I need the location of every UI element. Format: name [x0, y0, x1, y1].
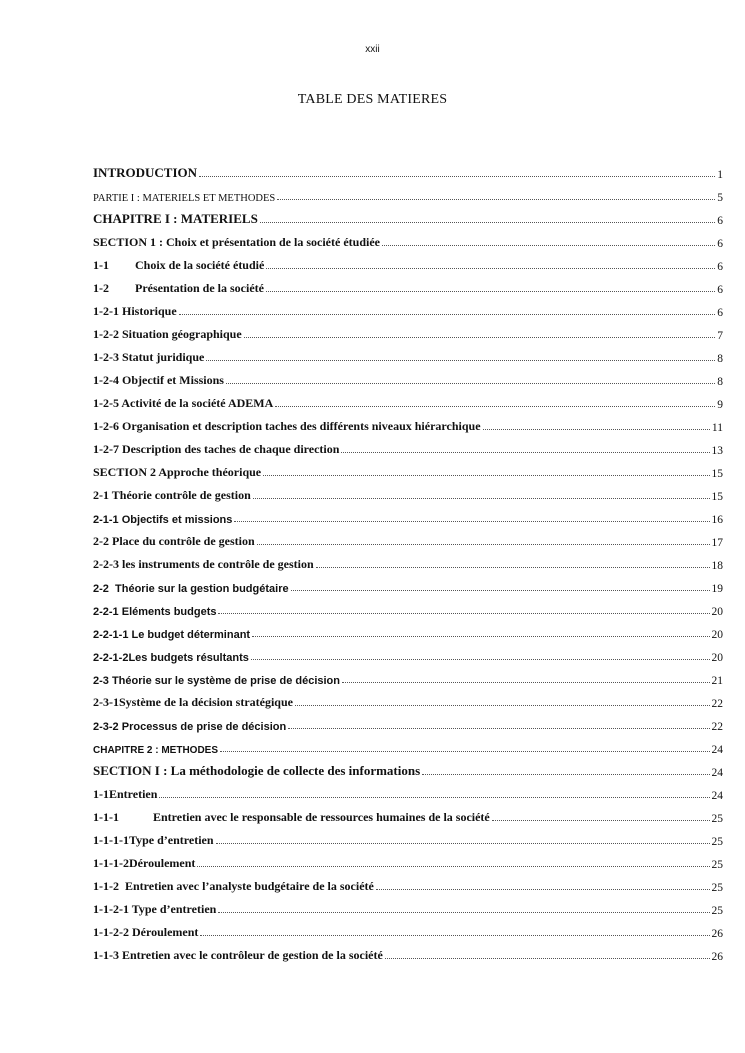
dot-leader — [244, 337, 716, 338]
dot-leader — [422, 774, 709, 775]
dot-leader — [316, 567, 710, 568]
dot-leader — [376, 889, 710, 890]
toc-entry[interactable]: 2-3-2 Processus de prise de décision 22 — [93, 721, 723, 733]
toc-entry[interactable]: 1-2-3 Statut juridique 8 — [93, 350, 723, 365]
toc-page: 11 — [711, 422, 723, 434]
toc-entry[interactable]: 1-1-3 Entretien avec le contrôleur de gestion de la société 26 — [93, 948, 723, 963]
dot-leader — [492, 820, 710, 821]
toc-page: 24 — [711, 744, 723, 756]
dot-leader — [216, 843, 710, 844]
toc-entry[interactable]: 1-1-1-2Déroulement 25 — [93, 856, 723, 871]
toc-title: TABLE DES MATIERES — [297, 92, 448, 107]
toc-number: 1-1 — [93, 258, 109, 272]
toc-entry[interactable]: SECTION 2 Approche théorique 15 — [93, 465, 723, 480]
toc-page: 13 — [711, 445, 723, 457]
toc-page: 9 — [717, 399, 723, 411]
dot-leader — [291, 590, 710, 591]
toc-page: 15 — [711, 468, 723, 480]
dot-leader — [266, 291, 715, 292]
dot-leader — [342, 682, 710, 683]
dot-leader — [234, 521, 709, 522]
toc-page: 19 — [711, 583, 723, 595]
toc-page: 24 — [711, 790, 723, 802]
dot-leader — [266, 268, 715, 269]
dot-leader — [382, 245, 715, 246]
dot-leader — [385, 958, 710, 959]
dot-leader — [179, 314, 716, 315]
toc-entry[interactable]: 1-2-2 Situation géographique 7 — [93, 327, 723, 342]
toc-entry[interactable]: 1-1-2-2 Déroulement 26 — [93, 925, 723, 940]
dot-leader — [206, 360, 715, 361]
dot-leader — [341, 452, 709, 453]
toc-entry[interactable]: 1-1-1-1Type d’entretien 25 — [93, 833, 723, 848]
dot-leader — [252, 636, 709, 637]
toc-page: 16 — [711, 514, 723, 526]
toc-entry[interactable]: 1-1Entretien 24 — [93, 787, 723, 802]
toc-entry[interactable]: 2-3-1Système de la décision stratégique 22 — [93, 695, 723, 710]
dot-leader — [288, 728, 709, 729]
toc-page: 8 — [717, 376, 723, 388]
toc-entry[interactable]: 2-1-1 Objectifs et missions 16 — [93, 514, 723, 526]
table-of-contents — [93, 160, 723, 963]
dot-leader — [483, 429, 710, 430]
dot-leader — [260, 222, 715, 223]
toc-page: 22 — [711, 721, 723, 733]
dot-leader — [200, 935, 709, 936]
dot-leader — [226, 383, 715, 384]
dot-leader — [218, 613, 709, 614]
toc-page: 6 — [717, 238, 723, 250]
toc-entry[interactable]: 2-2-1 Eléments budgets 20 — [93, 606, 723, 618]
dot-leader — [199, 176, 715, 177]
toc-page: 18 — [711, 560, 723, 572]
toc-entry[interactable]: INTRODUCTION 1 — [93, 165, 723, 181]
toc-entry[interactable]: CHAPITRE I : MATERIELS 6 — [93, 211, 723, 227]
toc-page: 20 — [711, 629, 723, 641]
toc-entry[interactable]: SECTION 1 : Choix et présentation de la société étudiée 6 — [93, 235, 723, 250]
toc-entry[interactable]: 2-2-1-2Les budgets résultants 20 — [93, 652, 723, 664]
toc-entry[interactable]: 1-2-6 Organisation et description taches des différents niveaux hiérarchique 11 — [93, 419, 723, 434]
toc-entry[interactable]: 1-1-1 Entretien avec le responsable de ressources humaines de la société 25 — [93, 810, 723, 825]
toc-entry[interactable]: PARTIE I : MATERIELS ET METHODES 5 — [93, 192, 723, 204]
toc-page: 25 — [711, 905, 723, 917]
dot-leader — [251, 659, 710, 660]
toc-entry[interactable]: 2-2-1-1 Le budget déterminant 20 — [93, 629, 723, 641]
toc-page: 25 — [711, 882, 723, 894]
toc-page: 7 — [717, 330, 723, 342]
dot-leader — [220, 751, 709, 752]
dot-leader — [159, 797, 709, 798]
toc-page: 26 — [711, 928, 723, 940]
toc-entry[interactable]: 2-2-3 les instruments de contrôle de gestion 18 — [93, 557, 723, 572]
toc-page: 6 — [717, 284, 723, 296]
toc-entry[interactable]: 2-2 Place du contrôle de gestion 17 — [93, 534, 723, 549]
toc-entry[interactable]: 1-1 Choix de la société étudié 6 — [93, 258, 723, 273]
toc-page: 15 — [711, 491, 723, 503]
toc-entry[interactable]: 2-1 Théorie contrôle de gestion 15 — [93, 488, 723, 503]
toc-page: 25 — [711, 836, 723, 848]
toc-page: 25 — [711, 813, 723, 825]
dot-leader — [295, 705, 710, 706]
toc-page: 1 — [717, 169, 723, 181]
dot-leader — [197, 866, 709, 867]
toc-page: 20 — [711, 652, 723, 664]
toc-entry[interactable]: 1-2 Présentation de la société 6 — [93, 281, 723, 296]
toc-page: 21 — [711, 675, 723, 687]
toc-page: 17 — [711, 537, 723, 549]
toc-page: 22 — [711, 698, 723, 710]
dot-leader — [218, 912, 709, 913]
dot-leader — [277, 199, 715, 200]
toc-number: 1-1-1 — [93, 810, 119, 824]
toc-entry[interactable]: CHAPITRE 2 : METHODES 24 — [93, 744, 723, 756]
dot-leader — [257, 544, 710, 545]
toc-page: 25 — [711, 859, 723, 871]
toc-page: 6 — [717, 307, 723, 319]
toc-page: 5 — [717, 192, 723, 204]
toc-entry[interactable]: 1-2-1 Historique 6 — [93, 304, 723, 319]
toc-entry[interactable]: 2-3 Théorie sur le système de prise de décision 21 — [93, 675, 723, 687]
toc-entry[interactable]: 1-2-7 Description des taches de chaque direction 13 — [93, 442, 723, 457]
toc-number: 1-2 — [93, 281, 109, 295]
toc-entry[interactable]: 1-1-2 Entretien avec l’analyste budgétaire de la société 25 — [93, 879, 723, 894]
toc-page: 6 — [717, 215, 723, 227]
toc-entry[interactable]: 1-2-4 Objectif et Missions 8 — [93, 373, 723, 388]
toc-entry[interactable]: 1-1-2-1 Type d’entretien 25 — [93, 902, 723, 917]
toc-page: 24 — [711, 767, 723, 779]
dot-leader — [253, 498, 710, 499]
page-number: xxii — [365, 44, 380, 55]
dot-leader — [275, 406, 715, 407]
toc-page: 8 — [717, 353, 723, 365]
dot-leader — [263, 475, 709, 476]
toc-entry[interactable]: SECTION I : La méthodologie de collecte des informations 24 — [93, 763, 723, 779]
toc-page: 26 — [711, 951, 723, 963]
toc-entry[interactable]: 2-2 Théorie sur la gestion budgétaire 19 — [93, 583, 723, 595]
toc-page: 6 — [717, 261, 723, 273]
toc-entry[interactable]: 1-2-5 Activité de la société ADEMA 9 — [93, 396, 723, 411]
toc-page: 20 — [711, 606, 723, 618]
